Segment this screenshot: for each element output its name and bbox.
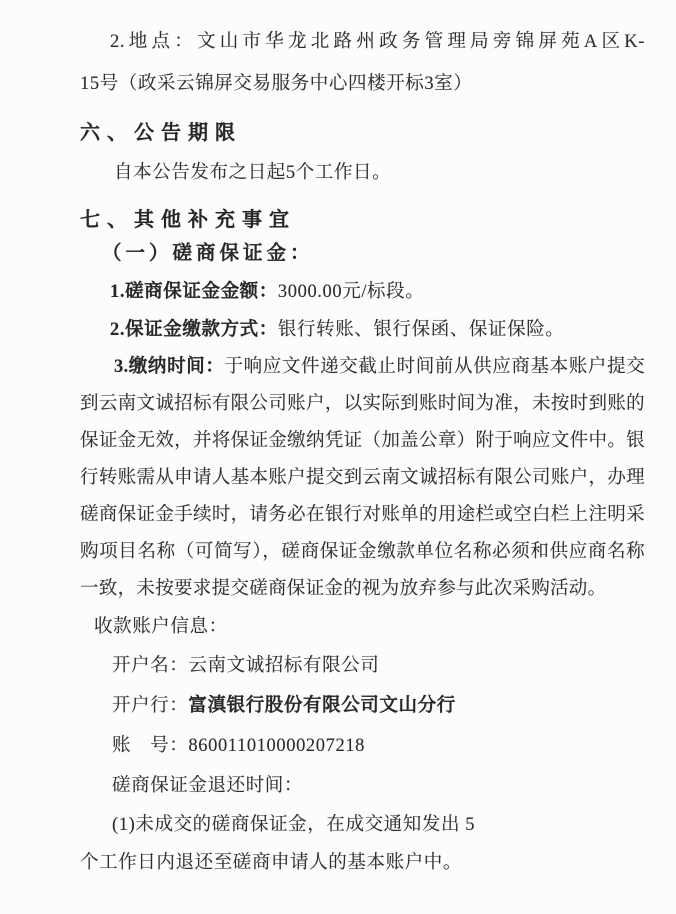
account-number-label: 账 号： [112,736,189,756]
account-number-value: 860011010000207218 [188,736,366,756]
section-6-heading: 六、公告期限 [80,122,242,144]
location-line-2: 15号（政采云锦屏交易服务中心四楼开标3室） [80,74,473,94]
subsection-deposit-title: （一）磋商保证金： [102,243,314,264]
account-bank-line [80,686,645,726]
location-line-1: 2.地点：文山市华龙北路州政务管理局旁锦屏苑A区K- [110,32,645,52]
deposit-amount-label: 1.磋商保证金金额： [110,282,278,302]
deposit-amount-line [80,273,645,311]
section-7-heading: 七、其他补充事宜 [80,209,296,231]
payment-time-value: 于响应文件递交截止时间前从供应商基本账户提交到云南文诚招标有限公司账户，以实际到账时间为准，未按时到账的保证金无效，并将保证金缴纳凭证（加盖公章）附于响应文件中。银行转账需从申请人基本账户提交到云南文诚招标有限公司账户，办理磋商保证金手续时，请务必在银行对账单的用途栏或空白栏上注明采购项目名称（可简写），磋商保证金缴款单位名称必须和供应商名称一致，未按要求提交磋商保证金的视为放弃参与此次采购活动。 [80,357,645,599]
payment-time-paragraph [80,349,645,608]
account-bank-value: 富滇银行股份有限公司文山分行 [188,696,456,716]
refund-item-line-1: (1)未成交的磋商保证金，在成交通知发出 5 [112,815,476,835]
account-name-line [80,646,645,686]
account-bank-label: 开户行： [112,696,189,716]
refund-time-header: 磋商保证金退还时间： [112,776,304,796]
account-info-header: 收款账户信息： [94,617,228,637]
deposit-amount-value: 3000.00元/标段。 [277,282,425,302]
account-name-label: 开户名： [112,656,189,676]
payment-method-value: 银行转账、银行保函、保证保险。 [277,320,565,340]
section-6-body: 自本公告发布之日起5个工作日。 [114,163,392,183]
account-name-value: 云南文诚招标有限公司 [188,656,380,676]
account-number-line [80,726,645,766]
refund-item-line-2: 个工作日内退还至磋商申请人的基本账户中。 [80,853,463,873]
payment-method-label: 2.保证金缴款方式： [110,320,278,340]
payment-time-label: 3.缴纳时间： [114,357,225,377]
payment-method-line [80,311,645,349]
